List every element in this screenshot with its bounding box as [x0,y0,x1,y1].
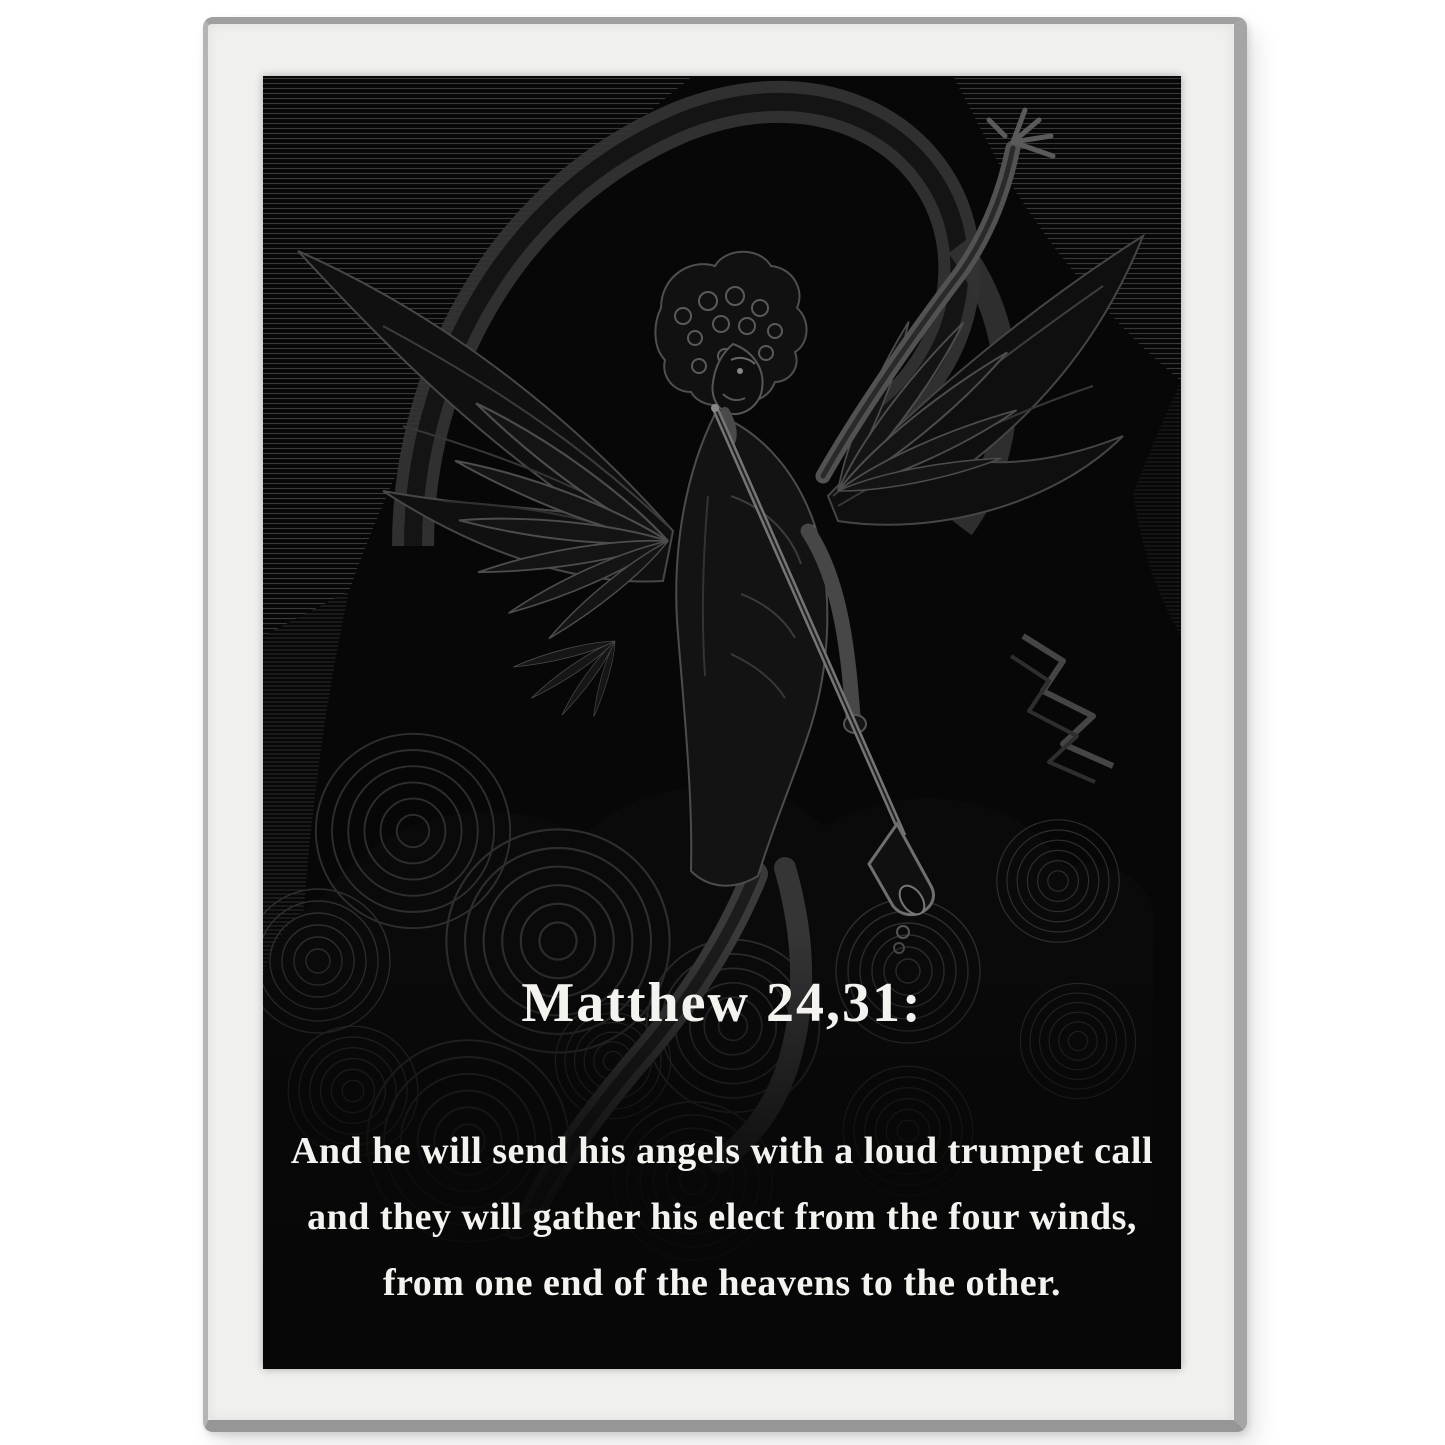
frame-mat [208,24,1234,1420]
verse-line-2: and they will gather his elect from the four winds, [307,1196,1137,1238]
poster-frame [203,17,1247,1432]
verse-reference: Matthew 24,31: [521,972,923,1034]
verse-line-1: And he will send his angels with a loud trumpet call [290,1130,1154,1172]
angel-trumpet-engraving-image [263,76,1181,1369]
poster-art [263,76,1181,1369]
verse-line-3: from one end of the heavens to the other. [382,1262,1062,1304]
